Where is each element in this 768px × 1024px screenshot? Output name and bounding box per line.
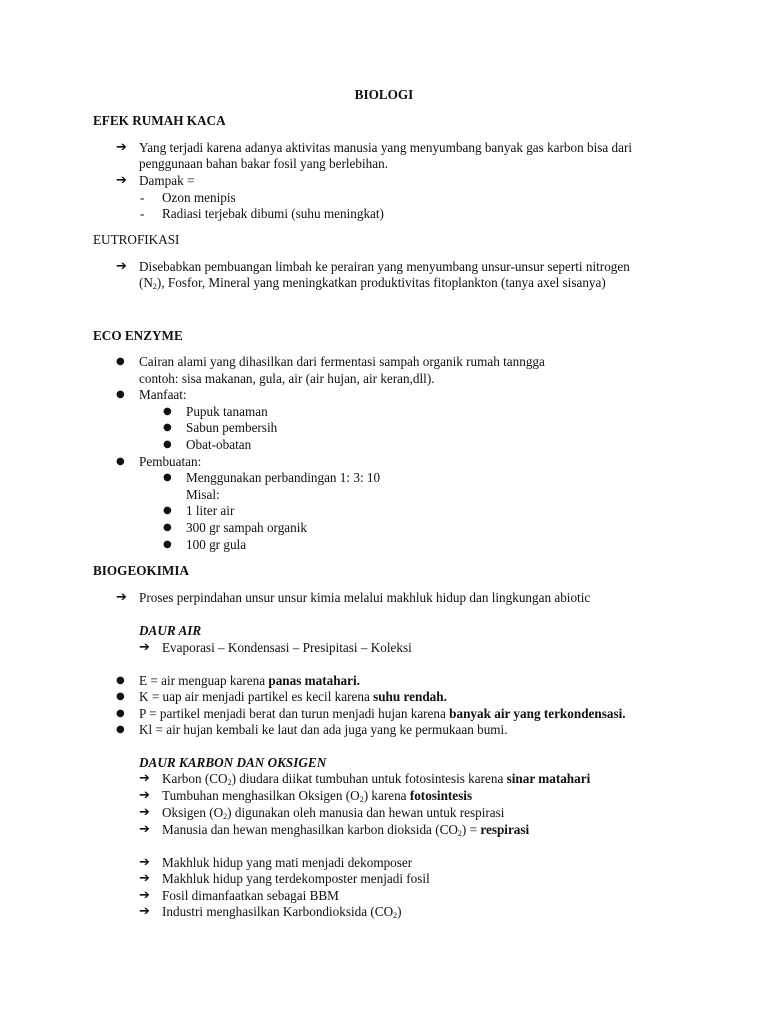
arrow-bullet-icon: ➔ [116,173,127,188]
subheading-daur-karbon-oksigen: DAUR KARBON DAN OKSIGEN [139,755,327,770]
bullet-icon: ● [163,439,172,450]
sub-list-item: 1 liter air [186,503,235,518]
list-item: Tumbuhan menghasilkan Oksigen $(O_2)$ karena fotosintesis [162,788,473,804]
list-item: Fosil dimanfaatkan sebagai BBM [162,888,339,903]
arrow-bullet-icon: ➔ [139,788,150,803]
sub-list-item-continuation: Misal: [186,487,220,502]
sub-list-item: 100 gr gula [186,537,247,552]
sub-list-item: Obat-obatan [186,437,252,452]
list-item: Oksigen $(O_2)$ digunakan oleh manusia dan hewan untuk respirasi [162,805,505,821]
document-title: BIOLOGI [354,87,414,102]
list-item: P = partikel menjadi berat dan turun menjadi hujan karena banyak air yang terkondensasi. [139,706,626,721]
arrow-bullet-icon: ➔ [139,871,150,886]
list-item: Industri menghasilkan Karbondioksida $(CO_2)$ [162,904,402,920]
dash-bullet-icon: - [140,206,145,221]
dash-bullet-icon: - [140,190,145,205]
list-item: Manfaat: [139,387,187,402]
bullet-icon: ● [116,708,125,719]
list-item-continuation: penggunaan bahan bakar fosil yang berlebihan. [139,156,389,171]
sub-list-item: Sabun pembersih [186,420,278,435]
list-item: Disebabkan pembuangan limbah ke perairan yang menyumbang unsur-unsur seperti nitrogen [139,259,630,274]
arrow-bullet-icon: ➔ [139,904,150,919]
arrow-bullet-icon: ➔ [139,640,150,655]
bullet-icon: ● [116,389,125,400]
section-heading-eutrofikasi: EUTROFIKASI [93,232,180,247]
sub-list-item: Pupuk tanaman [186,404,268,419]
list-item-continuation: contoh: sisa makanan, gula, air (air hujan, air keran,dll). [139,371,435,386]
arrow-bullet-icon: ➔ [116,140,127,155]
list-item-continuation: $(N_2)$, Fosfor, Mineral yang meningkatkan produktivitas fitoplankton (tanya axel sisanya) [139,275,606,291]
sub-list-item: Menggunakan perbandingan 1: 3: 10 [186,470,381,485]
list-item: Dampak = [139,173,195,188]
subheading-daur-air: DAUR AIR [139,623,202,638]
bullet-icon: ● [116,356,125,367]
bullet-icon: ● [116,691,125,702]
list-item: Proses perpindahan unsur unsur kimia melalui makhluk hidup dan lingkungan abiotic [139,590,591,605]
list-item: Cairan alami yang dihasilkan dari fermentasi sampah organik rumah tanngga [139,354,545,369]
arrow-bullet-icon: ➔ [139,855,150,870]
bullet-icon: ● [116,456,125,467]
sub-list-item: 300 gr sampah organik [186,520,307,535]
list-item: Manusia dan hewan menghasilkan karbon dioksida $(CO_2)$ = respirasi [162,822,530,838]
list-item: Evaporasi – Kondensasi – Presipitasi – Koleksi [162,640,412,655]
arrow-bullet-icon: ➔ [139,805,150,820]
list-item: E = air menguap karena panas matahari. [139,673,360,688]
list-item: Pembuatan: [139,454,202,469]
bullet-icon: ● [163,505,172,516]
bullet-icon: ● [163,422,172,433]
section-heading-eco-enzyme: ECO ENZYME [93,328,183,343]
list-item: K = uap air menjadi partikel es kecil karena suhu rendah. [139,689,447,704]
sub-list-item: Radiasi terjebak dibumi (suhu meningkat) [162,206,384,221]
list-item: Kl = air hujan kembali ke laut dan ada juga yang ke permukaan bumi. [139,722,508,737]
arrow-bullet-icon: ➔ [139,888,150,903]
list-item: Yang terjadi karena adanya aktivitas manusia yang menyumbang banyak gas karbon bisa dari [139,140,633,155]
bullet-icon: ● [163,539,172,550]
bullet-icon: ● [163,472,172,483]
bullet-icon: ● [116,724,125,735]
bullet-icon: ● [163,406,172,417]
arrow-bullet-icon: ➔ [139,771,150,786]
arrow-bullet-icon: ➔ [116,590,127,605]
list-item: Makhluk hidup yang terdekomposter menjadi fosil [162,871,430,886]
bullet-icon: ● [163,522,172,533]
bullet-icon: ● [116,675,125,686]
arrow-bullet-icon: ➔ [139,822,150,837]
list-item: Karbon $(CO_2)$ diudara diikat tumbuhan untuk fotosintesis karena sinar matahari [162,771,591,787]
list-item: Makhluk hidup yang mati menjadi dekomposer [162,855,413,870]
section-heading-efek-rumah-kaca: EFEK RUMAH KACA [93,113,226,128]
section-heading-biogeokimia: BIOGEOKIMIA [93,563,189,578]
arrow-bullet-icon: ➔ [116,259,127,274]
sub-list-item: Ozon menipis [162,190,236,205]
